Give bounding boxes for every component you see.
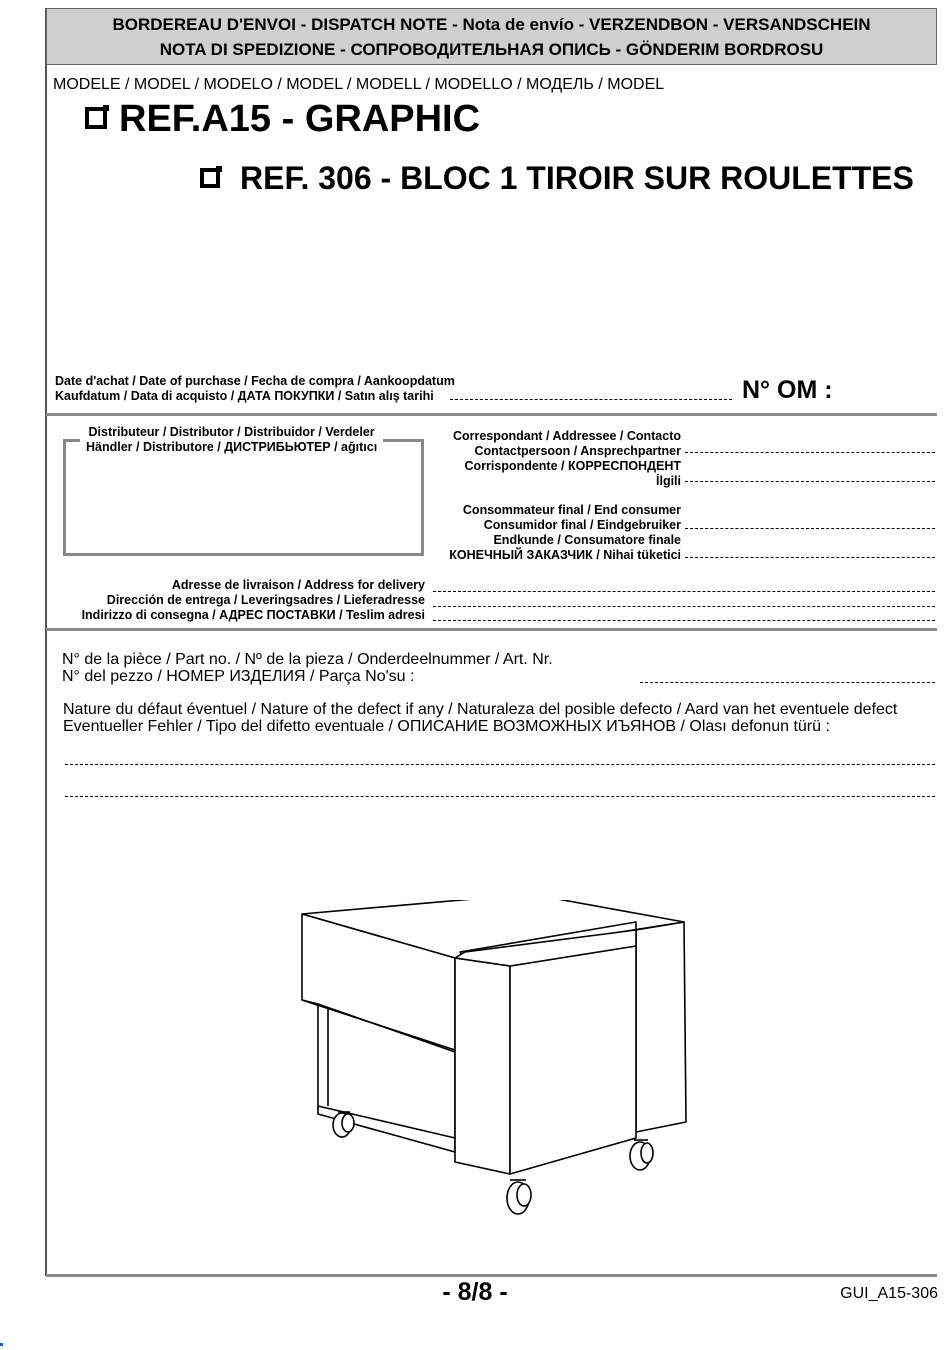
- part-number-field[interactable]: [640, 682, 935, 683]
- drawer-unit-illustration: [290, 900, 710, 1220]
- part-number-label-line2: N° del pezzo / НОМЕР ИЗДЕЛИЯ / Parça No'su :: [62, 668, 415, 685]
- correspondent-label-line2: Contactpersoon / Ansprechpartner: [474, 444, 681, 458]
- defect-field-line1[interactable]: [65, 764, 935, 765]
- wheel-icon: [507, 1180, 531, 1214]
- correspondent-label-line4: İlgili: [656, 474, 681, 488]
- purchase-date-label-line1: Date d'achat / Date of purchase / Fecha de compra / Aankoopdatum: [55, 374, 455, 388]
- ref-item-title: REF. 306 - BLOC 1 TIROIR SUR ROULETTES: [240, 160, 914, 196]
- correspondent-label-line3: Corrispondente / КОРРЕСПОНДЕНТ: [464, 459, 681, 473]
- distributor-box[interactable]: [63, 439, 424, 556]
- delivery-address-field-2[interactable]: [433, 606, 935, 607]
- ref-model-row: [85, 98, 480, 141]
- defect-field-line2[interactable]: [65, 796, 935, 797]
- header-title-line1: BORDEREAU D'ENVOI - DISPATCH NOTE - Nota de envío - VERZENDBON - VERSANDSCHEIN: [112, 15, 871, 34]
- checkbox-icon[interactable]: [200, 168, 220, 188]
- right-back-panel: [636, 922, 686, 1132]
- delivery-address-field-1[interactable]: [433, 591, 935, 592]
- section-divider: [46, 413, 937, 416]
- correspondent-label-line1: Correspondant / Addressee / Contacto: [452, 429, 681, 443]
- distributor-label-line1: Distributeur / Distributor / Distribuidor / Verdeler: [88, 425, 375, 439]
- om-number-label: N° OM :: [742, 376, 833, 404]
- ref-model-title: REF.A15 - GRAPHIC: [119, 98, 481, 140]
- header-title-line2: NOTA DI SPEDIZIONE - СОПРОВОДИТЕЛЬНАЯ ОПИСЬ - GÖNDERIM BORDROSU: [159, 40, 824, 59]
- front-side-panel: [510, 946, 636, 1174]
- section-divider: [46, 628, 937, 631]
- correspondent-label: [453, 429, 681, 489]
- front-side-panel-edge: [455, 958, 510, 1174]
- purchase-date-field[interactable]: [450, 399, 732, 400]
- consumer-label: [449, 503, 681, 563]
- page-number: - 8/8 -: [442, 1278, 508, 1306]
- model-label: MODELE / MODEL / MODELO / MODEL / MODELL / MODELLO / МОДЕЛЬ / MODEL: [53, 76, 665, 93]
- part-number-label-line1: N° de la pièce / Part no. / Nº de la pieza / Onderdeelnummer / Art. Nr.: [62, 651, 553, 668]
- delivery-label-line1: Adresse de livraison / Address for delivery: [171, 578, 425, 592]
- footer-divider: [46, 1274, 937, 1277]
- consumer-label-line4: КОНЕЧНЫЙ ЗАКАЗЧИК / Nihai tüketici: [449, 548, 681, 562]
- defect-label-line1: Nature du défaut éventuel / Nature of the defect if any / Naturaleza del posible defecto / Aard van het eventuele defect: [63, 701, 898, 718]
- delivery-label-line2: Dirección de entrega / Leveringsadres / Lieferadresse: [106, 593, 425, 607]
- document-code: GUI_A15-306: [840, 1285, 938, 1302]
- ref-item-row: [200, 160, 914, 197]
- wheel-icon: [333, 1112, 354, 1137]
- distributor-label: [80, 425, 383, 455]
- consumer-label-line3: Endkunde / Consumatore finale: [493, 533, 681, 547]
- delivery-address-label: [82, 578, 425, 623]
- correspondent-field[interactable]: [685, 452, 935, 453]
- wheel-icon: [630, 1140, 653, 1170]
- page-frame-left: [45, 8, 47, 1276]
- header-banner: [46, 8, 937, 65]
- distributor-label-line2: Händler / Distributore / ДИСТРИБЬЮТЕР / ağıtıcı: [86, 440, 378, 454]
- correspondent-field-2[interactable]: [685, 481, 935, 482]
- consumer-label-line1: Consommateur final / End consumer: [462, 503, 681, 517]
- corner-mark: [0, 1343, 3, 1346]
- purchase-date-label-line2: Kaufdatum / Data di acquisto / ДАТА ПОКУПКИ / Satın alış tarihi: [55, 389, 434, 403]
- delivery-address-field-3[interactable]: [433, 620, 935, 621]
- consumer-label-line2: Consumidor final / Eindgebruiker: [483, 518, 681, 532]
- consumer-field[interactable]: [685, 528, 935, 529]
- delivery-label-line3: Indirizzo di consegna / АДРЕС ПОСТАВКИ / Teslim adresi: [81, 608, 425, 622]
- consumer-field-2[interactable]: [685, 557, 935, 558]
- defect-label-line2: Eventueller Fehler / Tipo del difetto eventuale / ОПИСАНИЕ ВОЗМОЖНЫХ ИЪЯНОВ / Olası defonun türü :: [63, 718, 830, 735]
- checkbox-icon[interactable]: [85, 107, 107, 129]
